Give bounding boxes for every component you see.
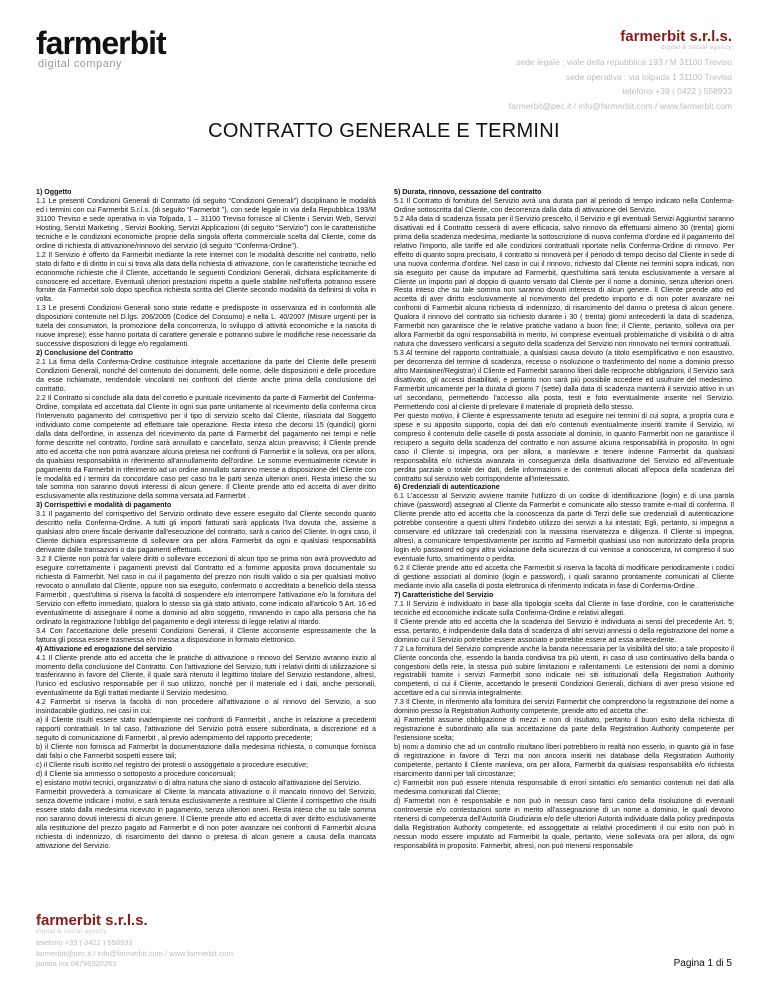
clause-paragraph: b) il Cliente non fornisca ad Farmerbit la documentazione dalla medesima richiesta, o comunque fornisca dati falsi o che Farmerbit sospetti essere tali;	[36, 743, 376, 761]
farmerbit-logo	[36, 25, 186, 70]
footer-vat-line: partita iva 04796320263	[36, 959, 117, 968]
section-heading: 7) Caratteristiche del Servizio	[394, 590, 494, 599]
footer-company-name: farmerbit s.r.l.s.	[36, 912, 148, 929]
section-heading: 3) Corrispettivi e modalità di pagamento	[36, 501, 172, 510]
section-heading: 4) Attivazione ed erogazione del servizio	[36, 644, 173, 653]
company-email-line: farmerbit@pec.it / info@farmerbit.com / www.farmerbit.com	[508, 100, 732, 111]
clause-paragraph: a) il Cliente risulti essere stato inadempiente nei confronti di Farmerbit , anche in relazione a precedenti rapporti contrattuali. In tal caso, l'attivazione del Servizio potrà essere subordinata, a discrezione ed a seguito di comunicazione di Farmerbit , al previo adempimento del rapporto precedente;	[36, 716, 376, 743]
page-number: Pagina 1 di 5	[673, 958, 732, 969]
clause-paragraph: Farmerbit provvederà a comunicare al Cliente la mancata attivazione o il mancato rinnovo del Servizio, senza doverne indicare i motivi, e sarà tenuta esclusivamente a restituire al Cliente il corrispettivo che risulti essere stato dalla medesima ricevuto in pagamento, senza ulteriori oneri. Resta inteso che su tale somma non saranno dovuti interessi di alcun genere. Il Cliente prende atto ed accetta di aver diritto esclusivamente alla restituzione del prezzo pagato ad Farmerbit e di non poter avanzare nei confronti di Farmerbit alcuna richiesta di indennizzo, di risarcimento del danno o pretesa di alcun genere a causa della mancata attivazione del Servizio.	[36, 787, 376, 850]
clause-paragraph: 5.2 Alla data di scadenza fissata per il Servizio prescelto, il Servizio e gli eventuali Servizi Aggiuntivi saranno disattivati ed il Contratto cesserà di avere efficacia, salvo rinnovo da effettuarsi almeno 30 (trenta) giorni prima della scadenza medesima, mediante la sottoscrizione di nuova conferma d'ordine ed il pagamento del relativo l'importo, alle tariffe ed alle condizioni contrattuali riportate nella Conferma-Ordine di rinnovo. Per effetto di quanto sopra precisato, il contratto si rinnoverà per il periodo di tempo deciso dal Cliente in sede di una nuova conferma d'ordine. Nel caso in cui il rinnovo, richiesto dal Cliente nei termini sopra indicati, non sia eseguito per cause da imputare ad Farmerbit, quest'ultima sarà tenuta esclusivamente a versare al Cliente un importo pari al doppio di quanto versato dal Cliente per il nome a dominio, senza ulteriori oneri. Resta inteso che su tale somma non saranno dovuti interessi di alcun genere. Il Cliente prende atto ed accetta di aver diritto esclusivamente al ricevimento del predetto importo e di non poter avanzare nei confronti di Farmerbit alcuna richiesta di indennizzo, di risarcimento del danno o pretesa di alcun genere. Qualora il rinnovo del contratto sia richiesto durante i 30 ( trenta) giorni antecedenti la data di scadenza, Farmerbit non garantisce che le relative pratiche vadano a buon fine; il Cliente, pertanto, solleva ora per allora Farmerbit da ogni responsabilità in merito, ivi comprese eventuali problematiche di visibilità o di altra natura che dovessero verificarsi a seguito della scadenza del Servizio non rinnovato nei termini contrattuali.	[394, 214, 734, 349]
company-address-line: sede legale : viale della repubblica 193 / M 31100 Treviso	[516, 57, 732, 67]
footer-company-block	[36, 912, 286, 970]
clause-paragraph: 4.2 Farmerbit si riserva la facoltà di non procedere all'attivazione o al rinnovo del Servizio, a suo insindacabile giudizio, nei casi in cui:	[36, 698, 376, 716]
company-header	[472, 28, 732, 113]
footer-phone-line: telefono +39 ( 0422 ) 558933	[36, 938, 133, 947]
clause-paragraph: b) nomi a dominio che ad un controllo risultano liberi potrebbero in realtà non esserlo, in quanto già in fase di registrazione in favore di Terzi ma non ancora inseriti nei database della Registration Authority competente, pertanto il Cliente manleva, ora per allora, Farmerbit da qualsiasi responsabilità e/o richiesta risarcimento danni per tali circostanze;	[394, 743, 734, 778]
clause-paragraph: a) Farmerbit assume obbligazione di mezzi e non di risultato, pertanto il buon esito della richiesta di registrazione è subordinato alla sua accettazione da parte della Registration Authority competente per l'estensione scelta;	[394, 716, 734, 743]
company-phone-line: telefono +39 ( 0422 ) 558933	[622, 86, 732, 96]
clause-paragraph: d) il Cliente sia ammesso o sottoposto a procedure concorsuali;	[36, 769, 236, 778]
left-text-column	[36, 188, 376, 851]
clause-paragraph: 3.2 Il Cliente non potrà far valere diritti o sollevare eccezioni di alcun tipo se prima non avrà provveduto ad eseguire correttamente i pagamenti previsti dal Contratto ed a fornirne apposita prova documentale su richiesta di Farmerbit. Nel caso in cui il pagamento del prezzo non risulti valido o sia per qualsiasi motivo revocato o annullato dal Cliente, oppure non sia eseguito, confermato o accreditato a beneficio della stessa Farmerbit , quest'ultima si riserva la facoltà di sospendere e/o interrompere l'attivazione e/o la fornitura del Servizio con effetto immediato, qualora lo stesso sia già stato attivato, come indicato all'articolo 5 Art. 16 ed eventualmente di assegnare il nome a dominio ad altro soggetto, rimanendo in capo alla persona che ha ordinato la registrazione l'obbligo del pagamento e degli interessi di legge relativi al ritardo.	[36, 555, 376, 626]
clause-paragraph: 5.3 Al termine del rapporto contrattuale, a qualsiasi causa dovuto (a titolo esemplificativo e non esaustivo, per decorrenza del termine di scadenza, recesso o risoluzione o trasferimento del nome a dominio presso altro Maintainer/Registrar) il Cliente ed Farmerbit saranno liberi dalle reciproche obbligazioni, il Servizio sarà disattivato, gli accessi disabilitati, e pertanto non sarà più possibile accedere ed usufruire del medesimo. Farmerbit unicamente per la durata di giorni 7 (sette) dalla data di scadenza manterrà il servizio attivo in un url secondario, permettendo l'accesso alla posta, testi e foto eventualmente inserite nel Servizio. Permettendo così al cliente di prelevare il materiale di proprietà dello stesso.	[394, 349, 734, 411]
clause-paragraph: Per questo motivo, il Cliente è espressamente tenuto ad eseguire nei termini di cui sopra, a propria cura e spese e su apposito supporto, copia dei dati e/o contenuti eventualmente inseriti tramite il Servizio, ivi compreso il contenuto delle caselle di posta associate al dominio, in quanto Farmerbit non ne garantisce il recupero a seguito della scadenza del contratto e non assume alcuna responsabilità in proposito. In ogni caso il Cliente si impegna, ora per allora, a manlevare e tenere indenne Farmerbit da qualsiasi responsabilità e/o richiesta avanzata in conseguenza della disattivazione del Servizio ed all'eventuale perdita parziale o totale dei dati, delle informazioni e dei contenuti allocati all'epoca della scadenza del contratto sul servizio web corrispondente all'interessato.	[394, 411, 734, 483]
clause-paragraph: 3.1 Il pagamento del corrispettivo del Servizio ordinato deve essere eseguito dal Cliente secondo quanto descritto nella Conferma-Ordine. A tutti gli importi fatturati sarà applicata l'Iva dovuta che, assieme a qualsiasi altro onere fiscale derivante dall'esecuzione del contratto, sarà a carico del Cliente. In ogni caso, il Cliente dichiara espressamente di sollevare ora per allora Farmerbit da ogni e qualsiasi responsabilità derivante dalle transazioni o dai pagamenti effettuati.	[36, 510, 376, 555]
clause-paragraph: 4.1 Il Cliente prende atto ed accetta che le pratiche di attivazione o rinnovo del Servizio avranno inizio al momento della conclusione del Contratto. Con l'attivazione del Servizio, tutti i relativi diritti di utilizzazione si trasferiranno in favore del Cliente, il quale sarà ritenuto il legittimo titolare del Servizio restandone, altresì, l'unico ed esclusivo responsabile per il suo utilizzo, nonché per il materiale ed i dati, anche personali, eventualmente da Egli trattati mediante il Servizio medesimo.	[36, 653, 376, 698]
company-tagline: digital & social agency	[661, 45, 732, 51]
clause-paragraph: Il Cliente prende atto ed accetta che la scadenza del Servizio è individuata ai sensi del precedente Art. 5; essa, pertanto, è indipendente dalla data di scadenza di altri servizi annessi o della registrazione del nome a dominio cui il Servizio potrebbe essere associato e potrebbe essere ad essa antecedente.	[394, 617, 734, 644]
clause-paragraph: 7.2 La fornitura del Servizio comprende anche la banda necessaria per la visibilità del sito; a tale proposito il Cliente concorda che, essendo la banda condivisa tra più utenti, in caso di uso continuativo della banda o congestioni della rete, la stessa può subire limitazioni e rallentamenti. Le estensioni dei nomi a dominio registrabili tramite i servizi Farmerbit sono indicate nei siti istituzionali della Registration Authority competenti, ci cui il Cliente, accettando le presenti Condizioni Generali, dichiara di aver preso visione ed accettare ed a cui si rinvia integralmente.	[394, 644, 734, 698]
clause-paragraph: 1.3 Le presenti Condizioni Generali sono state redatte e predisposte in osservanza ed in conformità alle disposizioni contenute nel D.lgs. 206/2005 (Codice del Consumo) e nella L. 40/2007 (Misure urgenti per la tutela dei consumatori, la promozione della concorrenza, lo sviluppo di attività economiche e la nascita di nuove imprese); esse hanno portata di carattere generale e potranno subire le modifiche rese necessarie da successive disposizioni di legge e/o regolamenti.	[36, 304, 376, 349]
clause-paragraph: 1.1 Le presenti Condizioni Generali di Contratto (di seguito “Condizioni Generali”) disciplinano le modalità ed i termini con cui Farmerbit S.r.l.s. (di seguito “Farmerbit ”), con sede legale in via della Repubblica 193/M 31100 Treviso e sede operativa in via Tolpada, 1 – 31100 Treviso fornisce al Cliente i Servizi Web, Servizi Hosting, Servizi Marketing , Servizi Booking, Servizi Applicazioni (di seguito “Servizio”) con le caratteristiche tecniche e le condizioni economiche proprie della singola offerta commerciale scelta dal Cliente, come da ordine di richiesta di attivazione/rinnovo del servizio (di seguito “Conferma-Ordine”).	[36, 196, 376, 250]
clause-paragraph: d) Farmerbit non è responsabile e non può in nessun caso farsi carico della risoluzione di eventuali controversie e/o contestazioni sorte in merito all'assegnazione di un nome a dominio, le quali devono ritenersi di competenza dell'Autorità Giudiziaria e/o delle ulteriori Autorità individuate dalla policy predisposta dalla Registration Authority competente, ed assoggettate ai relativi procedimenti il cui esito non può in nessun modo essere imputato ad Farmerbit la quale, pertanto, viene sollevata ora per allora, da ogni responsabilità in proposito. Farmerbit, altresì, non può ritenersi responsabile	[394, 796, 734, 850]
section-heading: 6) Credenziali di autenticazione	[394, 483, 500, 492]
clause-paragraph: 3.4 Con l'accettazione delle presenti Condizioni Generali, il Cliente acconsente espressamente che la fattura gli possa essere trasmessa e/o messa a disposizione in formato elettronico.	[36, 626, 376, 644]
clause-paragraph: 7.3 Il Cliente, in riferimento alla fornitura dei servizi Farmerbit che comprendono la registrazione del nome a dominio presso la Registration Authority competente, prende atto ed accetta che:	[394, 698, 734, 716]
clause-paragraph: c) Farmerbit non può essere ritenuta responsabile di errori sintattici e/o semantici contenuti nei dati alla medesima comunicati dal Cliente;	[394, 778, 734, 796]
logo-tagline: digital company	[38, 58, 122, 70]
clause-paragraph: 2.2 Il Contratto si conclude alla data del corretto e puntuale ricevimento da parte di Farmerbit del Conferma-Ordine, compilata ed accettata dal Cliente in ogni sua parte unitamente al ricevimento della conferma circa l'intervenuto pagamento del corrispettivo per il tipo di servizio scelto dal Cliente, rilasciata dal Soggetto individuato come competente ad effettuare tale operazione. Resta inteso che decorsi 15 (quindici) giorni dalla data dell'ordine, in assenza del ricevimento da parte di Farmerbit del pagamento nei tempi e nelle forme descritte nel contratto, l'ordine sarà annullato e cancellato, senza alcun preavviso; il Cliente prende atto ed accetta che non potrà avanzare alcuna pretesa nei confronti di Farmerbit e la solleva, ora per allora, da qualsiasi responsabilità in riferimento all'annullamento dell'ordine. Le somme eventualmente ricevute in pagamento da Farmerbit in riferimento ad un ordine annullato saranno messe a disposizione del Cliente con le modalità ed i termini da concordare caso per caso tra le parti senza ulteriori oneri. Resta inteso che su tale somma non saranno dovuti interessi di alcun genere. Il Cliente prende atto ed accetta di aver diritto esclusivamente alla restituzione della somma versata ad Farmerbit .	[36, 393, 376, 501]
clause-paragraph: 5.1 Il Contratto di fornitura del Servizio avrà una durata pari al periodo di tempo indicato nella Conferma-Ordine sottoscritta dal Cliente, con decorrenza dalla data di attivazione del Servizio.	[394, 196, 734, 214]
clause-paragraph: 1.2 Il Servizio è offerto da Farmerbit mediante la rete internet con le modalità descritte nel contratto, nello stato di fatto e di diritto in cui si trova alla data della richiesta di attivazione, con le caratteristiche tecniche ed economiche richieste che il Cliente, accettando le seguenti Condizioni Generali, dichiara esplicitamente di conoscere ed accettare. Eventuali ulteriori prestazioni rispetto a quelle stabilite nell'offerta potranno essere fornite da Farmerbit solo dopo specifica richiesta scritta del Cliente secondo modalità da definirsi di volta in volta.	[36, 250, 376, 304]
right-text-column	[394, 188, 734, 851]
section-heading: 2) Conclusione del Contratto	[36, 349, 133, 358]
footer-email-line: farmerbit@pec.it / info@farmerbit.com / www.farmerbit.com	[36, 948, 233, 958]
clause-paragraph: 2.1 La firma della Conferma-Ordine costituisce integrale accettazione da parte del Cliente delle presenti Condizioni Generali, nonché del contenuto dei documenti, delle norme, delle disposizioni e delle procedure da esse richiamate, rendendole vincolanti nei confronti del cliente anche prima della conclusione del contratto.	[36, 358, 376, 393]
logo-wordmark: farmerbit	[36, 25, 166, 61]
company-address-line: sede operativa : via tolpada 1 31100 Treviso	[565, 71, 732, 82]
clause-paragraph: c) il Cliente risulti iscritto nel registro dei protesti o assoggettato a procedure esecutive;	[36, 761, 309, 769]
clause-paragraph: 6.2 Il Cliente prende atto ed accetta che Farmerbit si riserva la facoltà di modificare periodicamente i codici di gestione associati al dominio (login e password), i quali saranno prontamente comunicati al Cliente mediante invio alla casella di posta elettronica di riferimento indicata in fase di Conferma-Ordine .	[394, 564, 734, 590]
clause-paragraph: e) esistano motivi tecnici, organizzativi o di altra natura che siano di ostacolo all'attivazione del Servizio.	[36, 778, 362, 787]
section-heading: 5) Durata, rinnovo, cessazione del contratto	[394, 188, 542, 196]
company-name: farmerbit s.r.l.s.	[620, 28, 732, 45]
document-title: CONTRATTO GENERALE E TERMINI	[208, 120, 560, 142]
clause-paragraph: 6.1 L'accesso al Servizio avviene tramite l'utilizzo di un codice di identificazione (login) e di una parola chiave (password) assegnati al Cliente da Farmerbit e comunicate allo stesso tramite e-mail di conferma. Il Cliente prende atto ed accetta che la conoscenza da parte di Terzi delle sue credenziali di autenticazione potrebbe consentire a questi ultimi l'indebito utilizzo dei servizi a lui intestati; Egli, pertanto, si impegna a conservare ed utilizzare tali credenziali con la massima riservatezza e diligenza. Il Cliente si impegna, altresì, a comunicare tempestivamente per iscritto ad Farmerbit qualsiasi uso non autorizzato della propria login e/o password ed ogni altra violazione della sicurezza di cui venisse a conoscenza, ivi compreso il suo eventuale furto, smarrimento o perdita.	[394, 492, 734, 564]
section-heading: 1) Oggetto	[36, 188, 72, 196]
clause-paragraph: 7.1 Il Servizio è individuato in base alla tipologia scelta dal Cliente in fase d'ordine, con le caratteristiche tecniche ed economiche indicate sulla Conferma-Ordine e relativi allegati.	[394, 599, 734, 617]
footer-company-tagline: digital & social agency	[36, 929, 107, 935]
